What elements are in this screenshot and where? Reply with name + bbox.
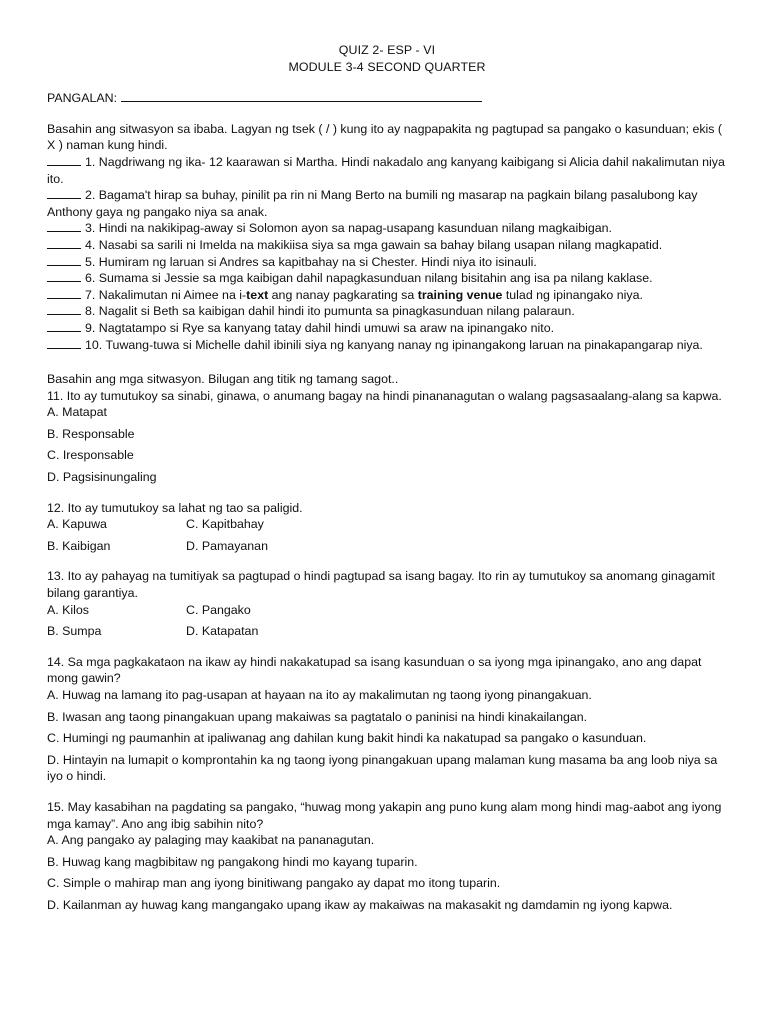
name-label: PANGALAN: — [47, 91, 118, 106]
name-line — [47, 89, 727, 107]
option[interactable]: C. Kapitbahay — [186, 517, 264, 532]
quiz-title: QUIZ 2- ESP - VI — [338, 43, 436, 57]
option[interactable]: B. Sumpa — [47, 624, 102, 639]
quiz-page — [47, 42, 727, 914]
list-item: 4. Nasabi sa sarili ni Imelda na makikiisa siya sa mga gawain sa bahay bilang usapan nilang magkapatid. — [47, 237, 727, 254]
name-blank[interactable] — [121, 89, 482, 102]
part2-instructions: Basahin ang mga sitwasyon. Bilugan ang titik ng tamang sagot.. — [47, 372, 399, 387]
option[interactable]: B. Huwag kang magbibitaw ng pangakong hindi mo kayang tuparin. — [47, 854, 418, 869]
part1-instructions: Basahin ang sitwasyon sa ibaba. Lagyan ng tsek ( / ) kung ito ay nagpapakita ng pagtupad sa pangako o kasunduan; ekis ( X ) naman kung hindi. — [47, 121, 723, 153]
question-15: 15. May kasabihan na pagdating sa pangako, “huwag mong yakapin ang puno kung alam mong hindi mag-aabot ang iyong mga kamay”. Ano ang ibig sabihin nito? — [47, 799, 722, 831]
option[interactable]: D. Kailanman ay huwag kang mangangako upang ikaw ay makaiwas na makasakit ng damdamin ng iyong kapwa. — [47, 897, 673, 912]
option[interactable]: D. Hintayin na lumapit o komprontahin ka ng taong iyong pinangakuan upang malaman kung masama ba ang loob niya sa iyo o hindi. — [47, 752, 718, 784]
list-item: 7. Nakalimutan ni Aimee na i-text ang nanay pagkarating sa training venue tulad ng ipinangako niya. — [47, 287, 727, 304]
option[interactable]: C. Humingi ng paumanhin at ipaliwanag ang dahilan kung bakit hindi ka nakatupad sa pangako o kasunduan. — [47, 731, 647, 746]
answer-blank[interactable] — [47, 154, 81, 166]
answer-blank[interactable] — [47, 254, 81, 266]
list-item: 3. Hindi na nakikipag-away si Solomon ayon sa napag-usapang kasunduan nilang magkaibigan. — [47, 220, 727, 237]
option[interactable]: A. Kilos — [47, 602, 90, 617]
option[interactable]: B. Kaibigan — [47, 538, 111, 553]
question-11: 11. Ito ay tumutukoy sa sinabi, ginawa, o anumang bagay na hindi pinananagutan o walang pagsasaalang-alang sa kapwa. — [47, 388, 722, 403]
option[interactable]: D. Pamayanan — [186, 538, 268, 553]
list-item: 6. Sumama si Jessie sa mga kaibigan dahil napagkasunduan nilang bisitahin ang isa pa nilang kaklase. — [47, 270, 727, 287]
answer-blank[interactable] — [47, 237, 81, 249]
option[interactable]: D. Katapatan — [186, 624, 259, 639]
module-title: MODULE 3-4 SECOND QUARTER — [288, 59, 486, 74]
answer-blank[interactable] — [47, 220, 81, 232]
option[interactable]: C. Pangako — [186, 602, 251, 617]
answer-blank[interactable] — [47, 320, 81, 332]
list-item: 1. Nagdriwang ng ika- 12 kaarawan si Martha. Hindi nakadalo ang kanyang kaibigang si Alicia dahil nakalimutan niya ito. — [47, 154, 725, 186]
option[interactable]: C. Simple o mahirap man ang iyong binitiwang pangako ay dapat mo itong tuparin. — [47, 876, 501, 891]
question-12: 12. Ito ay tumutukoy sa lahat ng tao sa paligid. — [47, 500, 303, 515]
list-item: 10. Tuwang-tuwa si Michelle dahil ibinili siya ng kanyang nanay ng ipinangakong laruan na pinakapangarap niya. — [47, 337, 727, 354]
answer-blank[interactable] — [47, 187, 81, 199]
list-item: 5. Humiram ng laruan si Andres sa kapitbahay na si Chester. Hindi niya ito isinauli. — [47, 254, 727, 271]
option[interactable]: D. Pagsisinungaling — [47, 470, 157, 485]
answer-blank[interactable] — [47, 337, 81, 349]
option[interactable]: A. Matapat — [47, 405, 107, 420]
list-item: 8. Nagalit si Beth sa kaibigan dahil hindi ito pumunta sa pinagkasunduan nilang palaraun. — [47, 303, 727, 320]
option[interactable]: B. Responsable — [47, 426, 135, 441]
question-13: 13. Ito ay pahayag na tumitiyak sa pagtupad o hindi pagtupad sa isang bagay. Ito rin ay tumutukoy sa anomang ginagamit bilang garantiya. — [47, 569, 715, 601]
option[interactable]: A. Huwag na lamang ito pag-usapan at hayaan na ito ay makalimutan ng taong iyong pinangakuan. — [47, 688, 592, 702]
option[interactable]: C. Iresponsable — [47, 448, 134, 463]
list-item: 2. Bagama't hirap sa buhay, pinilit pa rin ni Mang Berto na bumili ng masarap na pagkain bilang pasalubong kay Anthony gaya ng pangako niya sa anak. — [47, 188, 698, 219]
option[interactable]: A. Ang pangako ay palaging may kaakibat na pananagutan. — [47, 833, 375, 848]
list-item: 9. Nagtatampo si Rye sa kanyang tatay dahil hindi umuwi sa araw na ipinangako nito. — [47, 320, 727, 337]
answer-blank[interactable] — [47, 287, 81, 299]
answer-blank[interactable] — [47, 270, 81, 282]
option[interactable]: B. Iwasan ang taong pinangakuan upang makaiwas sa pagtatalo o paninisi na hindi kinakailangan. — [47, 709, 588, 724]
option[interactable]: A. Kapuwa — [47, 517, 107, 532]
question-14: 14. Sa mga pagkakataon na ikaw ay hindi nakakatupad sa isang kasunduan o sa iyong mga ipinangako, ano ang dapat mong gawin? — [47, 654, 702, 686]
answer-blank[interactable] — [47, 303, 81, 315]
